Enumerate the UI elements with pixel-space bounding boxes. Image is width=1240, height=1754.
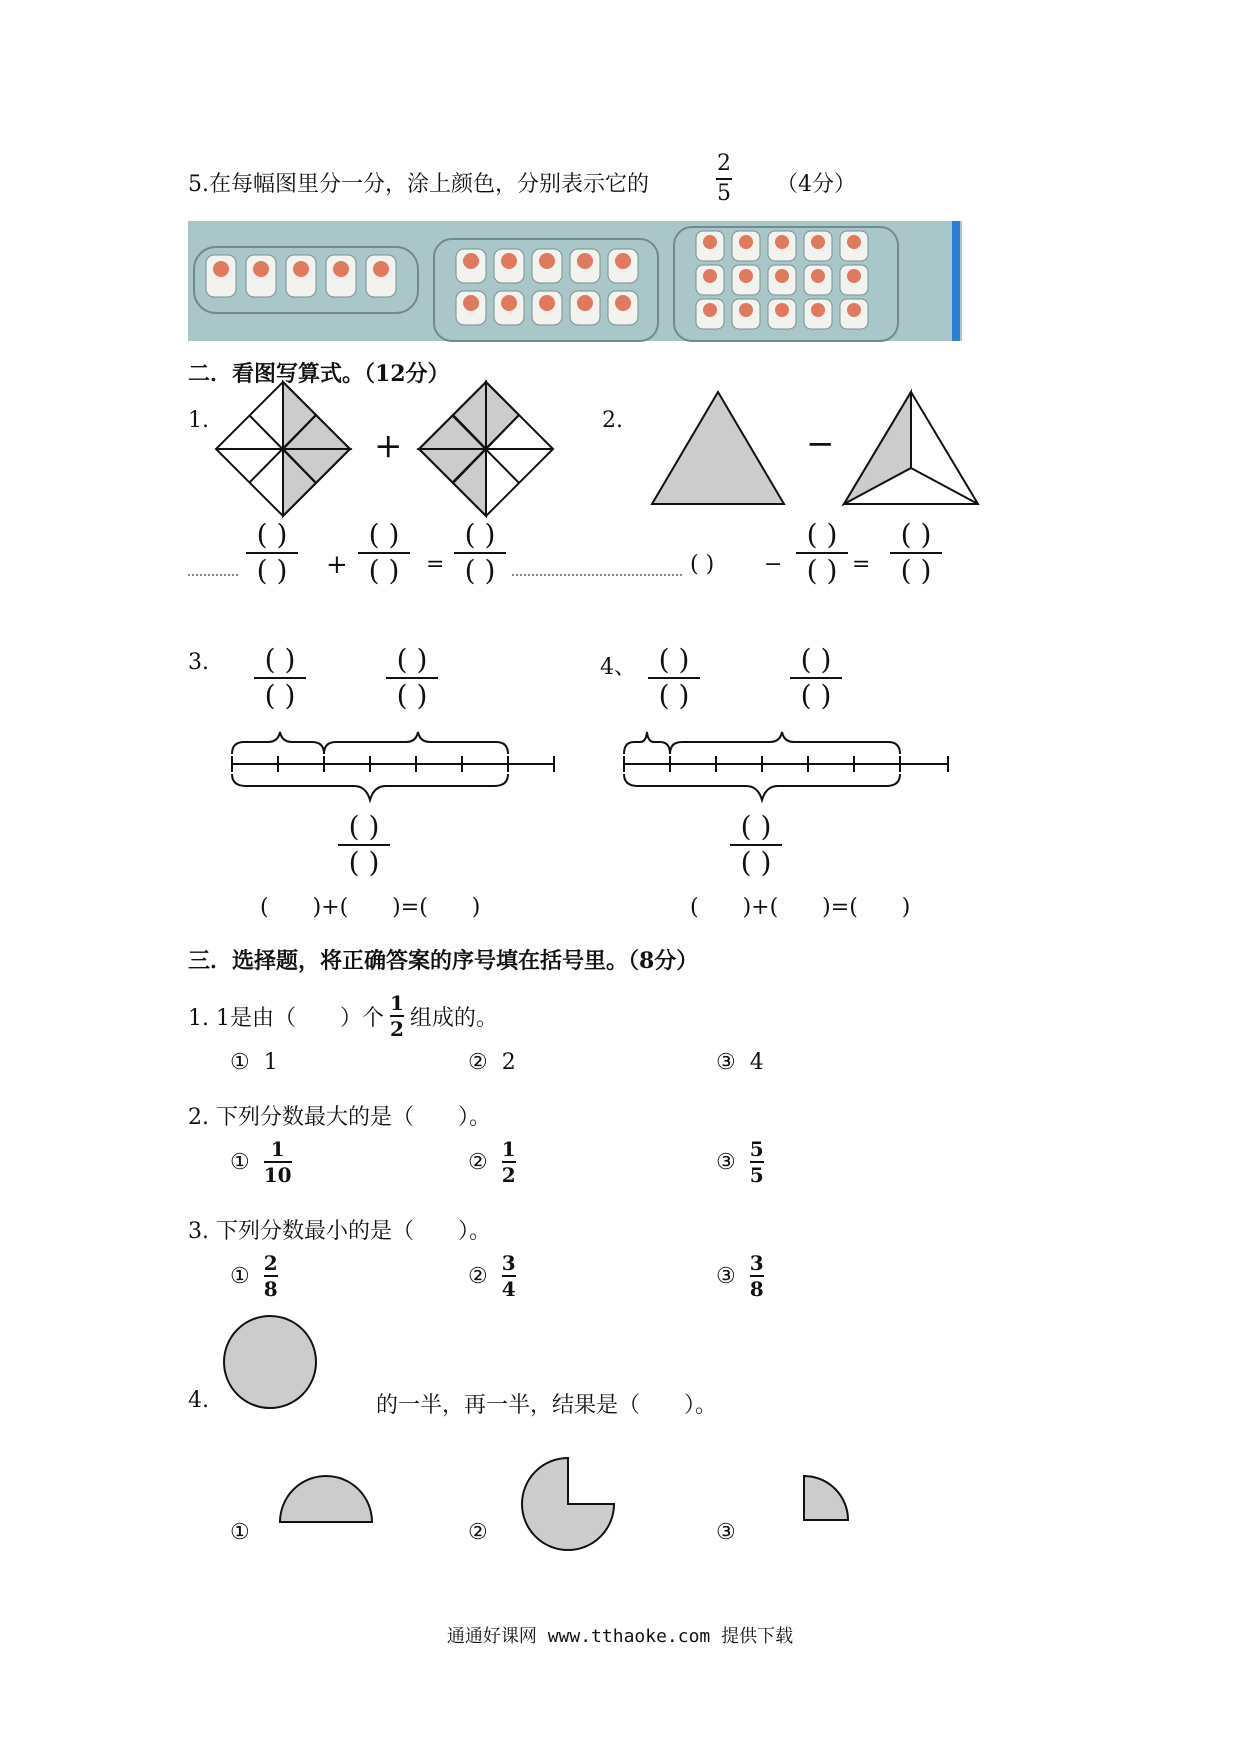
s3-q1-question bbox=[188, 992, 498, 1040]
tray-groups-graphic bbox=[188, 221, 962, 341]
q5-frac-num: 2 bbox=[717, 151, 731, 176]
blank-denominator: ( ) bbox=[900, 554, 932, 587]
option-num: 2 bbox=[263, 1251, 278, 1275]
option-mark: ① bbox=[230, 1050, 250, 1075]
blank-denominator: ( ) bbox=[368, 554, 400, 587]
blank-fraction bbox=[648, 645, 700, 711]
s3-q2-option-1[interactable] bbox=[230, 1138, 292, 1186]
option-num: 5 bbox=[749, 1137, 764, 1161]
blank-fraction bbox=[358, 520, 410, 586]
blank-fraction bbox=[890, 520, 942, 586]
blank-numerator: ( ) bbox=[800, 643, 832, 676]
option-mark: ③ bbox=[716, 1149, 736, 1175]
option-value: 2 bbox=[501, 1050, 516, 1075]
q5-fraction bbox=[716, 152, 732, 206]
number-line-q4 bbox=[620, 728, 960, 808]
blank-numerator: ( ) bbox=[348, 810, 380, 843]
dotted-leader bbox=[188, 574, 238, 576]
s3-q4-label: 4. bbox=[188, 1388, 209, 1413]
option-num: 1 bbox=[501, 1137, 516, 1161]
s3-q4-option-2-mark[interactable]: ② bbox=[468, 1520, 488, 1545]
s3-q1-fraction bbox=[390, 992, 404, 1040]
s3-q3-option-3[interactable] bbox=[716, 1252, 764, 1300]
option-fraction bbox=[750, 1138, 764, 1186]
s3-q1-post: 组成的。 bbox=[409, 1005, 498, 1031]
option-mark: ③ bbox=[716, 1050, 736, 1075]
s3-q3-question: 3. 下列分数最小的是（ ）。 bbox=[188, 1219, 491, 1244]
s3-q1-option-2[interactable] bbox=[468, 1050, 516, 1075]
s3-q1-den: 2 bbox=[389, 1017, 404, 1041]
equals-operator: = bbox=[426, 552, 445, 577]
option-num: 3 bbox=[501, 1251, 516, 1275]
blank-fraction bbox=[338, 812, 390, 878]
s2-q1-plus-sign: + bbox=[374, 426, 403, 466]
blank-denominator: ( ) bbox=[396, 679, 428, 712]
option-num: 1 bbox=[270, 1137, 285, 1161]
minus-operator: − bbox=[764, 552, 783, 577]
q5-score: （4分） bbox=[776, 172, 856, 197]
option-fraction bbox=[264, 1252, 278, 1300]
s3-q1-option-3[interactable] bbox=[716, 1050, 764, 1075]
s2-q1-label: 1. bbox=[188, 408, 209, 433]
blank-fraction bbox=[386, 645, 438, 711]
s3-q3-option-1[interactable] bbox=[230, 1252, 278, 1300]
option-mark: ② bbox=[468, 1263, 488, 1289]
option-value: 1 bbox=[263, 1050, 278, 1075]
s3-q1-num: 1 bbox=[389, 991, 404, 1015]
option-den: 8 bbox=[263, 1277, 278, 1301]
s3-q1-pre: 1. 1是由（ ）个 bbox=[188, 1005, 384, 1031]
option-mark: ① bbox=[230, 1263, 250, 1289]
option-mark: ③ bbox=[716, 1263, 736, 1289]
footer-source: 通通好课网 www.tthaoke.com 提供下载 bbox=[446, 1626, 794, 1647]
blank-numerator: ( ) bbox=[368, 518, 400, 551]
quarter-circle-figure bbox=[802, 1474, 852, 1524]
blank-numerator: ( ) bbox=[900, 518, 932, 551]
three-quarter-circle-figure bbox=[520, 1456, 620, 1556]
option-den: 5 bbox=[749, 1163, 764, 1187]
blank-denominator: ( ) bbox=[740, 846, 772, 879]
s2-q4-label: 4、 bbox=[600, 655, 636, 680]
blank-denominator: ( ) bbox=[800, 679, 832, 712]
blank-numerator: ( ) bbox=[396, 643, 428, 676]
blank-denominator: ( ) bbox=[806, 554, 838, 587]
blank-denominator: ( ) bbox=[464, 554, 496, 587]
s2-q2-label: 2. bbox=[602, 408, 623, 433]
section3-heading: 三．选择题，将正确答案的序号填在括号里。（8分） bbox=[188, 948, 699, 974]
equals-operator: = bbox=[852, 552, 871, 577]
option-mark: ① bbox=[230, 1149, 250, 1175]
option-fraction bbox=[264, 1138, 292, 1186]
blank-fraction bbox=[790, 645, 842, 711]
option-num: 3 bbox=[749, 1251, 764, 1275]
q5-text: 5.在每幅图里分一分，涂上颜色，分别表示它的 bbox=[188, 172, 649, 197]
tray-photo bbox=[188, 221, 962, 341]
q5-frac-den: 5 bbox=[717, 181, 731, 206]
blank-fraction bbox=[454, 520, 506, 586]
q3-equation-blanks: ( )+( )=( ) bbox=[260, 895, 481, 920]
blank-fraction bbox=[246, 520, 298, 586]
s2-q3-label: 3. bbox=[188, 650, 209, 675]
option-mark: ② bbox=[468, 1050, 488, 1075]
option-den: 10 bbox=[263, 1163, 292, 1187]
blank-numerator: ( ) bbox=[806, 518, 838, 551]
blank-numerator: ( ) bbox=[264, 643, 296, 676]
s3-q4-question: 的一半，再一半，结果是（ ）。 bbox=[376, 1393, 718, 1418]
option-den: 4 bbox=[501, 1277, 516, 1301]
blank-parens: ( ) bbox=[690, 552, 715, 577]
blank-fraction bbox=[796, 520, 848, 586]
s3-q4-option-3-mark[interactable]: ③ bbox=[716, 1520, 736, 1545]
option-mark: ② bbox=[468, 1149, 488, 1175]
s3-q3-option-2[interactable] bbox=[468, 1252, 516, 1300]
blank-denominator: ( ) bbox=[256, 554, 288, 587]
option-fraction bbox=[502, 1138, 516, 1186]
s3-q2-option-2[interactable] bbox=[468, 1138, 516, 1186]
blank-numerator: ( ) bbox=[658, 643, 690, 676]
option-value: 4 bbox=[749, 1050, 764, 1075]
blank-denominator: ( ) bbox=[348, 846, 380, 879]
option-den: 8 bbox=[749, 1277, 764, 1301]
blank-fraction bbox=[254, 645, 306, 711]
fraction-bar bbox=[716, 178, 732, 180]
s3-q1-option-1[interactable] bbox=[230, 1050, 278, 1075]
s3-q2-option-3[interactable] bbox=[716, 1138, 764, 1186]
blank-numerator: ( ) bbox=[740, 810, 772, 843]
plus-operator: + bbox=[326, 550, 348, 580]
q4-equation-blanks: ( )+( )=( ) bbox=[690, 895, 911, 920]
blank-denominator: ( ) bbox=[658, 679, 690, 712]
semicircle-figure bbox=[278, 1472, 378, 1526]
section2-heading: 二．看图写算式。（12分） bbox=[188, 361, 450, 387]
option-fraction bbox=[502, 1252, 516, 1300]
blank-numerator: ( ) bbox=[256, 518, 288, 551]
option-fraction bbox=[750, 1252, 764, 1300]
s3-q2-question: 2. 下列分数最大的是（ ）。 bbox=[188, 1105, 491, 1130]
number-line-q3 bbox=[228, 728, 568, 808]
blank-denominator: ( ) bbox=[264, 679, 296, 712]
blank-fraction bbox=[730, 812, 782, 878]
blank-numerator: ( ) bbox=[464, 518, 496, 551]
full-circle-figure bbox=[222, 1314, 322, 1414]
s2-q2-minus-sign: − bbox=[806, 424, 835, 464]
option-den: 2 bbox=[501, 1163, 516, 1187]
s3-q4-option-1-mark[interactable]: ① bbox=[230, 1520, 250, 1545]
dotted-leader bbox=[512, 574, 682, 576]
